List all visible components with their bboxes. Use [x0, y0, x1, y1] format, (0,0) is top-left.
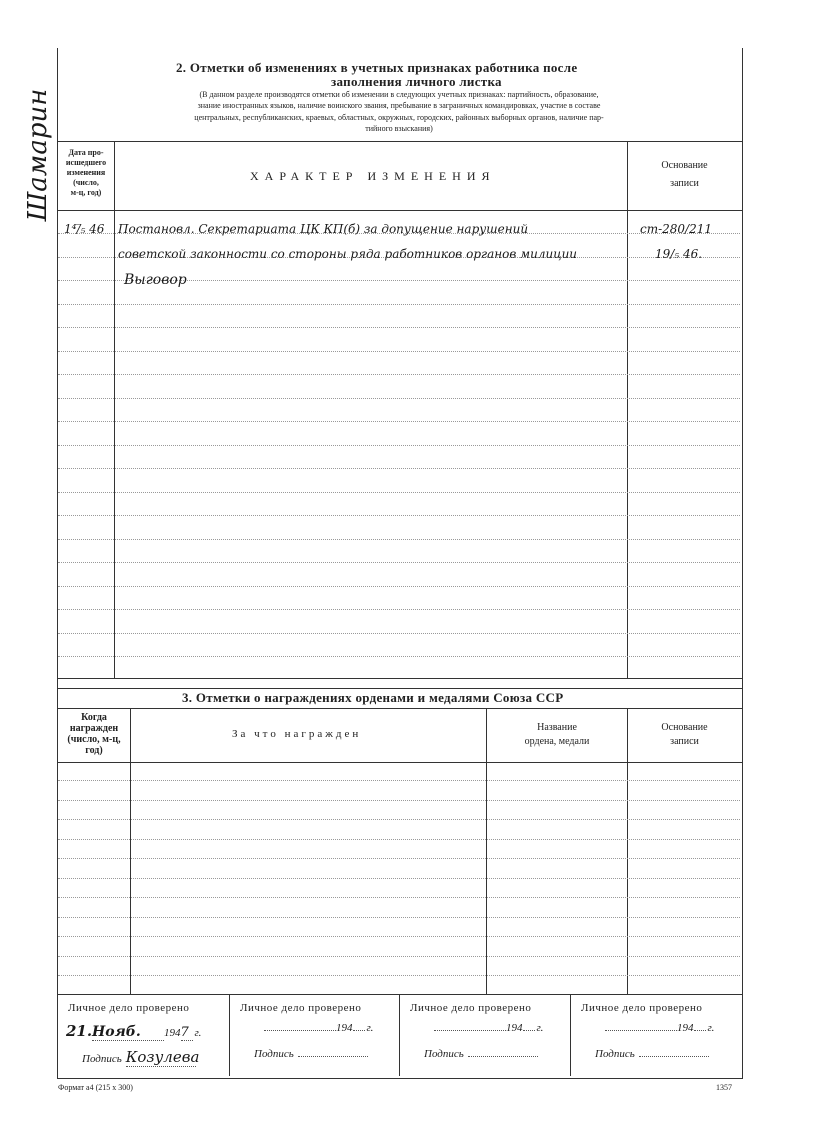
award-ruled-line [58, 819, 740, 820]
section2-note-line3: центральных, республиканских, краевых, областных, окружных, городских, районных выборных органов, наличие пар- [194, 113, 604, 122]
col-award-basis-header: Основание записи [661, 722, 708, 747]
section2-note-line2: знание иностранных языков, наличие воинского звания, пребывание в заграничных командировках, участие в составе [197, 101, 601, 110]
ruled-line [58, 515, 740, 516]
ruled-line [58, 539, 740, 540]
col-award-name-header: Название ордена, медали [524, 722, 590, 747]
award-ruled-line [58, 897, 740, 898]
footer-format: Формат а4 (215 х 300) [58, 1083, 133, 1092]
check-label: Личное дело проверено [581, 1002, 703, 1014]
ruled-line [58, 398, 740, 399]
entry-text-line1: Постановл. Секретариата ЦК КП(б) за допущение нарушений [118, 222, 529, 236]
footer-number: 1357 [716, 1083, 732, 1092]
section2-note-line1: (В данном разделе производятся отметки об изменении в следующих учетных признаках: партийность, образование, [199, 90, 599, 99]
ruled-line [58, 586, 740, 587]
award-ruled-line [58, 917, 740, 918]
section2-note-line4: тийного взыскания) [365, 124, 433, 133]
ruled-line [58, 492, 740, 493]
ruled-line [58, 633, 740, 634]
award-ruled-line [58, 975, 740, 976]
col-date-header: Дата про- исшедшего изменения (число, м-ц, год) [65, 148, 107, 197]
award-ruled-line [58, 839, 740, 840]
check-block [230, 998, 400, 1074]
check-label: Личное дело проверено [240, 1002, 362, 1014]
check-sign-row: Подпись [254, 1048, 394, 1060]
award-ruled-line [58, 858, 740, 859]
ruled-line [58, 421, 740, 422]
col-when-header: Когда награжден (число, м-ц, год) [67, 712, 121, 756]
ruled-line [58, 374, 740, 375]
ruled-line [58, 445, 740, 446]
ruled-line [58, 609, 740, 610]
award-ruled-line [58, 956, 740, 957]
award-ruled-line [58, 800, 740, 801]
margin-surname: Шамарин [23, 88, 53, 222]
entry-text-line3: Выговор [124, 272, 187, 288]
ruled-line [58, 562, 740, 563]
ruled-line [58, 656, 740, 657]
check-sign-row: Подпись [424, 1048, 564, 1060]
check-block [571, 998, 741, 1074]
check-date: 194 г. [408, 1022, 563, 1034]
ruled-line [58, 351, 740, 352]
entry-date: 1⁴/̅₅ 46 [64, 222, 105, 236]
col-for-header: За что награжден [232, 728, 362, 740]
award-ruled-line [58, 780, 740, 781]
col-change-header: ХАРАКТЕР ИЗМЕНЕНИЯ [250, 169, 496, 183]
check-label: Личное дело проверено [68, 1002, 190, 1014]
ruled-line [58, 304, 740, 305]
award-ruled-line [58, 936, 740, 937]
ruled-line [58, 468, 740, 469]
entry-text-line2: советской законности со стороны ряда работников органов милиции [118, 247, 578, 261]
check-label: Личное дело проверено [410, 1002, 532, 1014]
check-sign-row: Подпись Козулева [82, 1048, 200, 1066]
col-basis-header: Основание записи [661, 160, 708, 189]
award-ruled-line [58, 878, 740, 879]
check-date: 21.Нояб. 1947 г. [66, 1022, 202, 1040]
section2-title-line2: заполнения личного листка [331, 74, 502, 89]
entry-basis-line1: ст-280/211 [640, 222, 713, 236]
section2-title-line1: 2. Отметки об изменениях в учетных признаках работника после [176, 60, 578, 75]
check-date: 194 г. [238, 1022, 393, 1034]
form-frame [57, 48, 743, 1079]
check-sign-row: Подпись [595, 1048, 735, 1060]
entry-basis-line2: 19/₅ 46. [655, 247, 703, 261]
section3-title: 3. Отметки о награждениях орденами и медалями Союза ССР [182, 690, 564, 705]
check-date: 194 г. [579, 1022, 734, 1034]
ruled-line [58, 327, 740, 328]
check-block [400, 998, 570, 1074]
check-block [58, 998, 228, 1074]
